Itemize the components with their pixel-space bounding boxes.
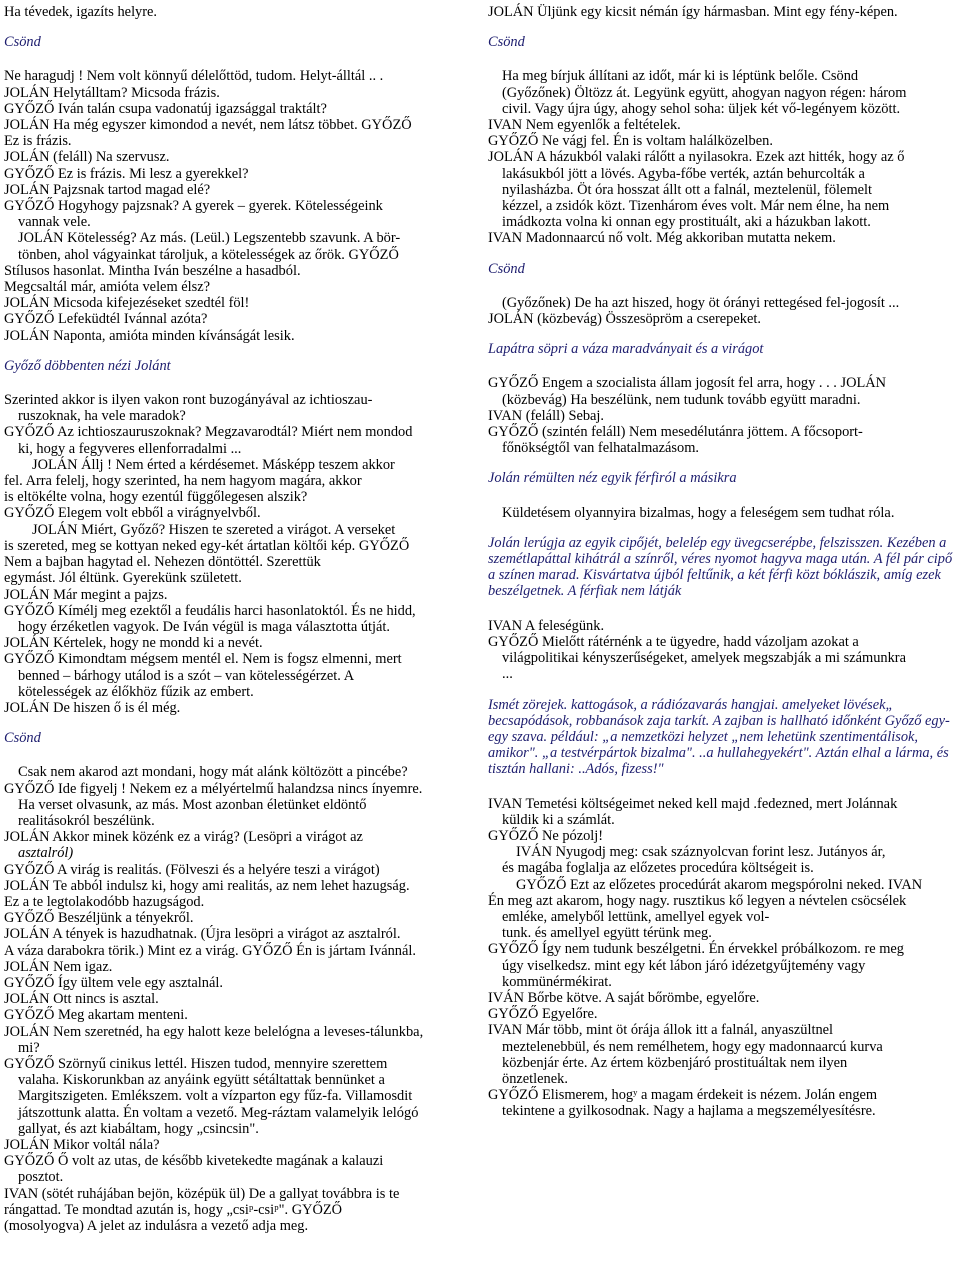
dialogue-line: GYŐZŐ Beszéljünk a tényekről. bbox=[4, 910, 194, 927]
stage-direction: Ismét zörejek. kattogások, a rádiózavarás hangjai. amelyeket lövések„ becsapódások, robbanások zaja tarkít. A zajban is hallható időnként Győző egy-egy szava. például: „a nemzetközi helyzet „nem lehetünk szentimentálisok, amikor". „a testvérpártok bizalma". ..a hullahegyekért". Aztán elhal a lárma, és tisztán hallani: ..Adós, fizess!" bbox=[488, 696, 950, 778]
dialogue-line: Ha tévedek, igazíts helyre. bbox=[4, 4, 158, 20]
left-column bbox=[4, 4, 470, 1234]
dialogue-line: Ne haragudj ! Nem volt könnyű délelőttöd, tudom. Helyt-álltál .. . bbox=[4, 68, 384, 85]
dialogue-line: Én meg azt akarom, hogy nagy. rusztikus kő legyen a névtelen csöcsélek bbox=[488, 892, 907, 909]
dialogue-line: Ha meg bírjuk állítani az időt, már ki is léptünk belőle. Csönd bbox=[502, 68, 859, 85]
dialogue-line: tönben, ahol vágyainkat tároljuk, a kötelességek az őrök. GYŐZŐ bbox=[18, 246, 399, 263]
dialogue-line: GYŐZŐ Ez is frázis. Mi lesz a gyerekkel? bbox=[4, 165, 249, 182]
stage-direction-silence: Csönd bbox=[488, 260, 525, 277]
dialogue-line: JOLÁN Mikor voltál nála? bbox=[4, 1137, 160, 1153]
dialogue-line: JOLÁN Állj ! Nem érted a kérdésemet. Másképp teszem akkor bbox=[32, 456, 395, 473]
dialogue-line: Ha verset olvasunk, az más. Most azonban életünket eldöntő bbox=[18, 796, 367, 813]
dialogue-line: A váza darabokra törik.) Mint ez a virág. GYŐZŐ Én is jártam Ivánnál. bbox=[4, 942, 416, 959]
dialogue-line: GYŐZŐ Meg akartam menteni. bbox=[4, 1007, 188, 1024]
dialogue-line: GYŐZŐ Egyelőre. bbox=[488, 1006, 598, 1023]
dialogue-line: egymást. Jól éltünk. Gyerekünk született. bbox=[4, 570, 242, 587]
dialogue-line: GYŐZŐ Ide figyelj ! Nekem ez a mélyértelmű halandzsa nincs ínyemre. bbox=[4, 780, 423, 797]
dialogue-line: és magába foglalja az előzetes procedúra költségeit is. bbox=[502, 860, 814, 877]
dialogue-line: (Győzőnek) Öltözz át. Legyünk együtt, ahogyan nagyon régen: három bbox=[502, 84, 907, 101]
dialogue-line: úgy viselkedsz. mint egy két lábon járó idézetgyűjtemény vagy bbox=[502, 957, 866, 974]
dialogue-line: JOLÁN Micsoda kifejezéseket szedtél föl! bbox=[4, 295, 250, 312]
dialogue-line: JOLÁN A tények is hazudhatnak. (Újra lesöpri a virágot az asztalról. bbox=[4, 926, 401, 943]
dialogue-line: GYŐZŐ Ezt az előzetes procedúrát akarom megspórolni neked. IVAN bbox=[516, 876, 923, 893]
dialogue-line: GYŐZŐ Iván talán csupa vadonatúj igazsággal traktált? bbox=[4, 100, 327, 117]
dialogue-line: Küldetésem olyannyira bizalmas, hogy a feleségem sem tudhat róla. bbox=[502, 504, 895, 521]
dialogue-line: is eltökélte volna, hogy ezentúl függőlegesen alszik? bbox=[4, 489, 308, 506]
dialogue-line: fel. Arra felelj, hogy szerinted, ha nem hagyom magára, akkor bbox=[4, 473, 362, 490]
dialogue-line: rángattad. Te mondtad azután is, hogy „csiᵖ-csiᵖ". GYŐZŐ bbox=[4, 1201, 343, 1218]
dialogue-line: nyilasházba. Öt óra hosszat állt ott a falnál, meztelenül, fölemelt bbox=[502, 181, 873, 198]
dialogue-line: GYŐZŐ Lefeküdtél Ivánnal azóta? bbox=[4, 311, 208, 328]
dialogue-line: GYŐZŐ Engem a szocialista állam jogosít fel arra, hogy . . . JOLÁN bbox=[488, 375, 887, 392]
dialogue-line: GYŐZŐ Hogyhogy pajzsnak? A gyerek – gyerek. Kötelességeink bbox=[4, 198, 383, 215]
dialogue-line: IVAN Madonnaarcú nő volt. Még akkoriban mutatta nekem. bbox=[488, 230, 836, 247]
dialogue-line: (mosolyogva) A jelet az indulásra a vezető adja meg. bbox=[4, 1218, 309, 1235]
dialogue-line: főnökségtől van felhatalmazásom. bbox=[502, 440, 700, 457]
dialogue-line: Margitszigeten. Emlékszem. volt a vízparton egy fűz-fa. Villamosdit bbox=[18, 1088, 413, 1105]
dialogue-line: emléke, amelyből lettünk, amellyel egyek vol- bbox=[502, 908, 770, 925]
dialogue-line: IVAN Temetési költségeimet neked kell majd .fedezned, mert Jolánnak bbox=[488, 795, 898, 812]
dialogue-line: GYŐZŐ Kímélj meg ezektől a feudális harci hasonlatoktól. És ne hidd, bbox=[4, 602, 416, 619]
dialogue-line: JOLÁN Pajzsnak tartod magad elé? bbox=[4, 181, 211, 198]
dialogue-line: IVAN (feláll) Sebaj. bbox=[488, 407, 605, 424]
dialogue-line: IVÁN Bőrbe kötve. A saját bőrömbe, egyelőre. bbox=[488, 989, 760, 1006]
dialogue-line: gallyat, és azt kiabáltam, hogy „csincsin". bbox=[18, 1120, 259, 1137]
dialogue-line: GYŐZŐ A virág is realitás. (Fölveszi és a helyére teszi a virágot) bbox=[4, 861, 380, 878]
dialogue-line: tekintene a gyilkosodnak. Nagy a hajlama a megszemélyesítésre. bbox=[502, 1103, 876, 1120]
dialogue-line: játszottunk alatta. Én voltam a vezető. Meg-ráztam valamelyik lelógó bbox=[18, 1104, 419, 1121]
dialogue-line: lakásukból jött a lövés. Agyba-főbe verték, aztán behurcolták a bbox=[502, 165, 865, 182]
stage-direction: Lapátra söpri a váza maradványait és a virágot bbox=[488, 341, 764, 358]
dialogue-line: JOLÁN Naponta, amióta minden kívánságát lesik. bbox=[4, 327, 295, 344]
dialogue-line: GYŐZŐ Így ültem vele egy asztalnál. bbox=[4, 974, 223, 991]
dialogue-line: Csak nem akarod azt mondani, hogy mát alánk költözött a pincébe? bbox=[18, 764, 408, 781]
dialogue-line: imádkozta volna ki onnan egy prostituált, aki a házukban lakott. bbox=[502, 214, 871, 231]
stage-direction: Jolán rémülten néz egyik férfiról a másikra bbox=[488, 470, 737, 487]
dialogue-line: Ez a te legtolakodóbb hazugságod. bbox=[4, 893, 205, 910]
dialogue-line: önzetlenek. bbox=[502, 1070, 568, 1087]
dialogue-line: GYŐZŐ Az ichtioszauruszoknak? Megzavarodtál? Miért nem mondod bbox=[4, 424, 413, 441]
dialogue-line: civil. Vagy újra úgy, ahogy sehol soha: üljek két vő-legényem között. bbox=[502, 100, 901, 117]
dialogue-line: hogy érzéketlen vagyok. De Iván végül is maga választotta útját. bbox=[18, 618, 391, 635]
dialogue-line: GYŐZŐ Kimondtam mégsem mentél el. Nem is fogsz elmenni, mert bbox=[4, 651, 402, 668]
stage-direction: Győző döbbenten nézi Jolánt bbox=[4, 357, 171, 374]
dialogue-line: JOLÁN Akkor minek közénk ez a virág? (Lesöpri a virágot az bbox=[4, 829, 363, 846]
dialogue-line: meztelenebbül, és nem remélhetem, hogy egy madonnaarcú kurva bbox=[502, 1038, 883, 1055]
dialogue-line: küldik ki a számlát. bbox=[502, 811, 615, 828]
dialogue-line: világpolitikai kényszerűségeket, amelyek megszabják a mi számunkra bbox=[502, 650, 906, 667]
dialogue-line: Megcsaltál már, amióta velem élsz? bbox=[4, 279, 211, 296]
dialogue-line: kézzel, a zsidók közt. Tizenhárom éves volt. Már nem élne, ha nem bbox=[502, 198, 890, 215]
dialogue-line: ki, hogy a fegyveres ellenforradalmi ... bbox=[18, 440, 242, 457]
dialogue-line: GYŐZŐ Így nem tudunk beszélgetni. Én érvekkel próbálkozom. re meg bbox=[488, 941, 905, 958]
dialogue-line: JOLÁN Nem igaz. bbox=[4, 958, 113, 975]
dialogue-line: posztot. bbox=[18, 1169, 64, 1186]
dialogue-line: Ez is frázis. bbox=[4, 133, 72, 150]
dialogue-line: valaha. Kiskorunkban az anyáink együtt sétáltattak bennünket a bbox=[18, 1072, 385, 1089]
dialogue-line: JOLÁN (közbevág) Összesöpröm a cserepeket. bbox=[488, 311, 761, 328]
dialogue-line: IVAN Nem egyenlők a feltételek. bbox=[488, 117, 681, 134]
dialogue-line: GYŐZŐ Ne vágj fel. Én is voltam halálközelben. bbox=[488, 133, 773, 150]
dialogue-line: JOLÁN (feláll) Na szervusz. bbox=[4, 149, 170, 166]
dialogue-line: JOLÁN Ott nincs is asztal. bbox=[4, 991, 159, 1008]
dialogue-line: JOLÁN Üljünk egy kicsit némán így hármasban. Mint egy fény-képen. bbox=[488, 4, 898, 20]
stage-direction-silence: Csönd bbox=[4, 34, 41, 51]
stage-direction-silence: Csönd bbox=[4, 730, 41, 747]
dialogue-line: JOLÁN De hiszen ő is él még. bbox=[4, 699, 181, 716]
dialogue-line: GYŐZŐ Mielőtt rátérnénk a te ügyedre, hadd vázoljam azokat a bbox=[488, 633, 859, 650]
dialogue-line: (Győzőnek) De ha azt hiszed, hogy öt órányi rettegésed fel-jogosít ... bbox=[502, 294, 900, 311]
dialogue-line: JOLÁN Kértelek, hogy ne mondd ki a nevét. bbox=[4, 635, 263, 652]
dialogue-line: benned – bárhogy utálod is a szót – van kötelességérzet. A bbox=[18, 667, 355, 684]
dialogue-line: közbenjár érte. Az értem közbenjáró prostituáltak nem ilyen bbox=[502, 1054, 848, 1071]
stage-direction-silence: Csönd bbox=[488, 34, 525, 51]
dialogue-line: GYŐZŐ Ő volt az utas, de később kivetekedte magának a kalauzi bbox=[4, 1153, 384, 1170]
dialogue-line: JOLÁN Már megint a pajzs. bbox=[4, 586, 168, 603]
dialogue-line: JOLÁN Nem szeretnéd, ha egy halott keze belelógna a leveses-tálunkba, bbox=[4, 1023, 424, 1040]
dialogue-line: GYŐZŐ Elegem volt ebből a virágnyelvből. bbox=[4, 505, 261, 522]
stage-direction: Jolán lerúgja az egyik cipőjét, belelép egy üvegcserépbe, felszisszen. Kezében a szemétlapáttal kihátrál a színről, véres nyomot hagyva maga után. A fél pár cipő a színen marad. Kisvártatva újból feltűnik, a két férfi közt bóklászik, amíg ezek beszélgetnek. A férfiak nem látják bbox=[488, 534, 953, 600]
dialogue-line: mi? bbox=[18, 1039, 40, 1056]
dialogue-line: (közbevág) Ha beszélünk, nem tudunk tovább együtt maradni. bbox=[502, 391, 861, 408]
dialogue-line: realitásokról beszélünk. bbox=[18, 812, 155, 829]
dialogue-line: IVÁN Nyugodj meg: csak száznyolcvan forint lesz. Jutányos ár, bbox=[516, 844, 886, 861]
dialogue-line: ruszoknak, ha vele maradok? bbox=[18, 408, 186, 425]
dialogue-line: Nem a bajban hagytad el. Nehezen döntöttél. Szerettük bbox=[4, 554, 321, 571]
dialogue-line: ... bbox=[502, 666, 513, 683]
dialogue-line: Stílusos hasonlat. Mintha Iván beszélne a hasadból. bbox=[4, 262, 301, 279]
dialogue-line: GYŐZŐ Elismerem, hogʸ a magam érdekeit is nézem. Jolán engem bbox=[488, 1087, 878, 1104]
dialogue-line: IVAN (sötét ruhájában bejön, középük ül) De a gallyat továbbra is te bbox=[4, 1185, 400, 1202]
dialogue-line: JOLÁN A házukból valaki rálőtt a nyilasokra. Ezek azt hitték, hogy az ő bbox=[488, 149, 905, 166]
right-column bbox=[488, 4, 956, 1120]
dialogue-line: is szereted, meg se kottyan neked egy-két ártatlan költői kép. GYŐZŐ bbox=[4, 537, 410, 554]
dialogue-line: JOLÁN Helytálltam? Micsoda frázis. bbox=[4, 84, 220, 101]
dialogue-line: JOLÁN Ha még egyszer kimondod a nevét, nem látsz többet. GYŐZŐ bbox=[4, 117, 412, 134]
dialogue-line: JOLÁN Miért, Győző? Hiszen te szereted a virágot. A verseket bbox=[32, 521, 396, 538]
dialogue-line: GYŐZŐ (szintén feláll) Nem mesedélutánra jöttem. A főcsoport- bbox=[488, 424, 863, 441]
dialogue-line: IVAN Már több, mint öt órája állok itt a falnál, anyaszültnel bbox=[488, 1022, 834, 1039]
dialogue-line: kötelességek az élőkhöz fűzik az embert. bbox=[18, 683, 254, 700]
dialogue-line: vannak vele. bbox=[18, 214, 91, 231]
dialogue-line: IVAN A feleségünk. bbox=[488, 617, 605, 634]
dialogue-line: JOLÁN Te abból indulsz ki, hogy ami realitás, az nem lehet hazugság. bbox=[4, 877, 410, 894]
dialogue-line: asztalról) bbox=[18, 845, 74, 862]
dialogue-line: JOLÁN Kötelesség? Az más. (Leül.) Legszentebb szavunk. A bör- bbox=[18, 230, 401, 247]
dialogue-line: Szerinted akkor is ilyen vakon ront buzogányával az ichtioszau- bbox=[4, 392, 373, 409]
dialogue-line: tunk. és amellyel együtt térünk meg. bbox=[502, 925, 712, 942]
dialogue-line: GYŐZŐ Ne pózolj! bbox=[488, 827, 604, 844]
dialogue-line: GYŐZŐ Szörnyű cinikus lettél. Hiszen tudod, mennyire szerettem bbox=[4, 1055, 388, 1072]
dialogue-line: kommünérmékirat. bbox=[502, 973, 612, 990]
